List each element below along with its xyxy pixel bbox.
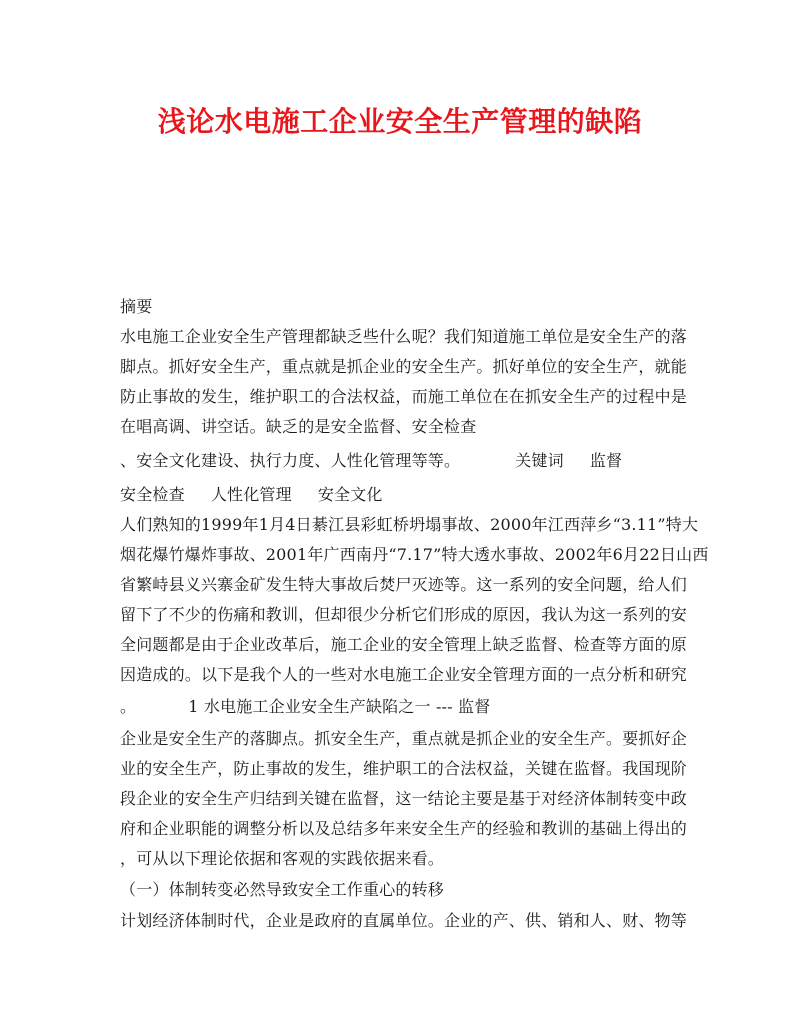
section-heading-line: [120, 697, 490, 717]
keyword: 安全检查: [120, 485, 185, 504]
paragraph-line: 段企业的安全生产归结到关键在监督，这一结论主要是基于对经济体制转变中政: [120, 789, 688, 808]
section-heading: 1 水电施工企业安全生产缺陷之一 --- 监督: [188, 697, 491, 716]
paragraph-line: 烟花爆竹爆炸事故、2001年广西南丹“7.17”特大透水事故、2002年6月22日山西: [120, 545, 709, 564]
keyword: 安全文化: [317, 485, 383, 504]
paragraph-line: 防止事故的发生，维护职工的合法权益，而施工单位在在抓安全生产的过程中是: [120, 387, 688, 406]
keywords-line: [120, 485, 383, 505]
paragraph-line: ，可从以下理论依据和客观的实践依据来看。: [120, 849, 445, 868]
paragraph-line: 水电施工企业安全生产管理都缺乏些什么呢？我们知道施工单位是安全生产的落: [120, 327, 688, 346]
keywords-label: 关键词: [515, 451, 564, 470]
abstract-heading: 摘要: [120, 297, 153, 316]
paragraph-line: 计划经济体制时代，企业是政府的直属单位。企业的产、供、销和人、财、物等: [120, 911, 688, 930]
keyword: 人性化管理: [210, 485, 292, 504]
paragraph-line: 全问题都是由于企业改革后，施工企业的安全管理上缺乏监督、检查等方面的原: [120, 635, 688, 654]
paragraph-line: 人们熟知的1999年1月4日綦江县彩虹桥坍塌事故、2000年江西萍乡“3.11”特大: [120, 515, 699, 534]
paragraph-line: 留下了不少的伤痛和教训，但却很少分析它们形成的原因，我认为这一系列的安: [120, 605, 688, 624]
document-title: 浅论水电施工企业安全生产管理的缺陷: [157, 105, 643, 138]
paragraph-line: 府和企业职能的调整分析以及总结多年来安全生产的经验和教训的基础上得出的: [120, 819, 688, 838]
subsection-heading: （一）体制转变必然导致安全工作重心的转移: [120, 880, 445, 899]
paragraph-line: 。: [120, 697, 137, 716]
keyword: 监督: [589, 451, 623, 470]
paragraph-line: 在唱高调、讲空话。缺乏的是安全监督、安全检查: [120, 417, 477, 436]
paragraph-line: 省繁峙县义兴寨金矿发生特大事故后焚尸灭迹等。这一系列的安全问题，给人们: [120, 575, 688, 594]
paragraph-line: 、安全文化建设、执行力度、人性化管理等等。: [120, 451, 461, 470]
paragraph-line: 业的安全生产，防止事故的发生，维护职工的合法权益，关键在监督。我国现阶: [120, 759, 688, 778]
paragraph-line: 脚点。抓好安全生产，重点就是抓企业的安全生产。抓好单位的安全生产，就能: [120, 357, 688, 376]
paragraph-line: 企业是安全生产的落脚点。抓安全生产，重点就是抓企业的安全生产。要抓好企: [120, 729, 688, 748]
paragraph-line: 因造成的。以下是我个人的一些对水电施工企业安全管理方面的一点分析和研究: [120, 665, 688, 684]
keywords-line: [120, 451, 622, 471]
